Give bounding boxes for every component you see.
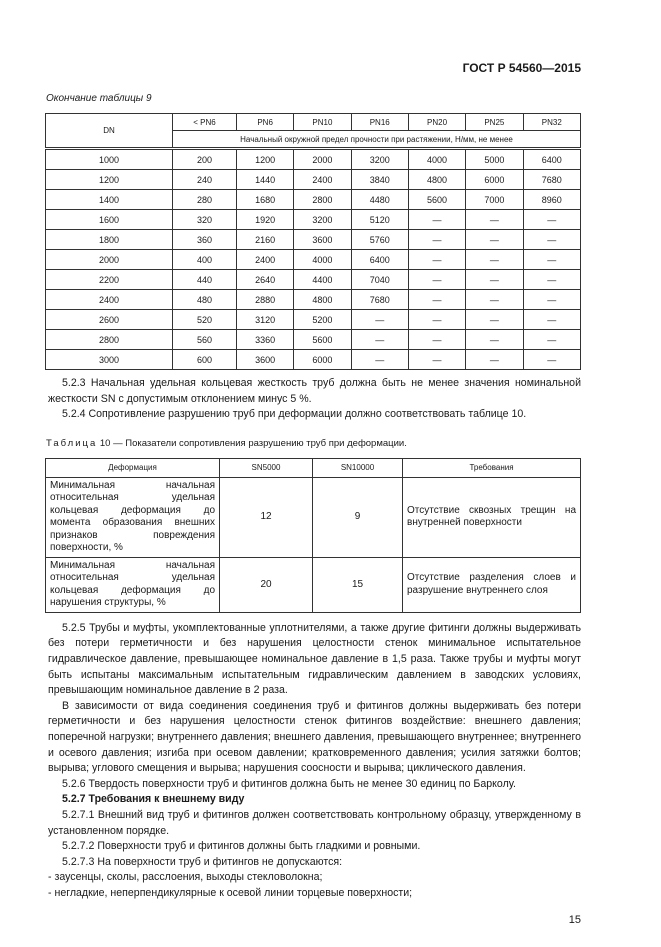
- pn-header: PN20: [408, 114, 465, 131]
- cell: Минимальная начальная относительная удельная кольцевая деформация до момента образования внешних признаков повреждения поверхности, %: [46, 477, 220, 557]
- section-5-2-3-4: [48, 376, 581, 423]
- header-sn5000: SN5000: [220, 458, 313, 477]
- dn-cell: 1400: [46, 190, 173, 210]
- cell: —: [466, 330, 523, 350]
- list-item: - негладкие, неперпендикулярные к осевой линии торцевые поверхности;: [48, 886, 413, 899]
- cell: 240: [173, 170, 237, 190]
- cell: 3200: [351, 149, 408, 170]
- cell: 1440: [236, 170, 293, 190]
- pn-header: PN25: [466, 114, 523, 131]
- paragraph-5-2-7-1: 5.2.7.1 Внешний вид труб и фитингов должен соответствовать контрольному образцу, утвержденному в установленном порядке.: [48, 808, 581, 837]
- pn-header: PN16: [351, 114, 408, 131]
- cell: 6000: [294, 350, 351, 370]
- cell: —: [408, 230, 465, 250]
- dn-cell: 2200: [46, 270, 173, 290]
- cell: 4000: [294, 250, 351, 270]
- table-row: [46, 330, 581, 350]
- cell: 5760: [351, 230, 408, 250]
- paragraph-5-2-5-b: В зависимости от вида соединения соединения труб и фитингов должны выдерживать без потери герметичности и без нарушения целостности стенок фитингов воздействие: внешнего давления; поперечной нагрузки; внутреннего давления; внешнего давления, превышающего внутреннее; внутреннего и осевого давления; изгиба при осевом давлении; кратковременного давления; усилия затяжки болтов; вырыва; углового смещения и вырыва; нарушения соосности и вырыва; циклического давления.: [48, 699, 581, 775]
- cell: 4800: [408, 170, 465, 190]
- dn-cell: 1800: [46, 230, 173, 250]
- cell: —: [408, 210, 465, 230]
- cell: 3200: [294, 210, 351, 230]
- paragraph-5-2-7-2: 5.2.7.2 Поверхности труб и фитингов должны быть гладкими и ровными.: [62, 840, 421, 853]
- cell: 2160: [236, 230, 293, 250]
- paragraph-5-2-3: 5.2.3 Начальная удельная кольцевая жесткость труб должна быть не менее значения номинальной жесткости SN с допустимым отклонением минус 5 %.: [48, 377, 581, 405]
- cell: —: [523, 290, 580, 310]
- cell: 5600: [408, 190, 465, 210]
- header-sn10000: SN10000: [313, 458, 403, 477]
- table-row: [46, 557, 581, 612]
- cell: 4000: [408, 149, 465, 170]
- cell: 520: [173, 310, 237, 330]
- cell: Минимальная начальная относительная удельная кольцевая деформация до нарушения структуры, %: [46, 557, 220, 612]
- cell: —: [523, 230, 580, 250]
- cell: 280: [173, 190, 237, 210]
- cell: —: [466, 230, 523, 250]
- cell: 2640: [236, 270, 293, 290]
- cell: 400: [173, 250, 237, 270]
- dn-header: DN: [46, 114, 173, 149]
- standard-header: ГОСТ Р 54560—2015: [462, 61, 581, 75]
- cell: —: [466, 270, 523, 290]
- cell: 3840: [351, 170, 408, 190]
- paragraph-5-2-7-3: 5.2.7.3 На поверхности труб и фитингов не допускаются:: [62, 855, 343, 868]
- dn-cell: 1200: [46, 170, 173, 190]
- dn-cell: 2800: [46, 330, 173, 350]
- cell: —: [523, 270, 580, 290]
- caption-text: 10 — Показатели сопротивления разрушению труб при деформации.: [99, 437, 407, 449]
- table-row: [46, 477, 581, 557]
- table-row: [46, 250, 581, 270]
- dn-cell: 3000: [46, 350, 173, 370]
- cell: 7680: [523, 170, 580, 190]
- cell: —: [523, 330, 580, 350]
- cell: 7000: [466, 190, 523, 210]
- cell: —: [408, 250, 465, 270]
- cell: 2880: [236, 290, 293, 310]
- cell: 8960: [523, 190, 580, 210]
- table-10: [45, 458, 581, 613]
- table-row: [46, 190, 581, 210]
- cell: —: [351, 310, 408, 330]
- cell: —: [466, 350, 523, 370]
- cell: 6400: [351, 250, 408, 270]
- pn-header: < PN6: [173, 114, 237, 131]
- section-5-2-5-7: [48, 621, 581, 902]
- cell: 3600: [294, 230, 351, 250]
- cell: 4400: [294, 270, 351, 290]
- table-row: [46, 270, 581, 290]
- cell: 3120: [236, 310, 293, 330]
- cell: 2800: [294, 190, 351, 210]
- cell: 2000: [294, 149, 351, 170]
- table-row: [46, 310, 581, 330]
- cell: 5000: [466, 149, 523, 170]
- paragraph-5-2-6: 5.2.6 Твердость поверхности труб и фитингов должна быть не менее 30 единиц по Барколу.: [62, 777, 516, 790]
- cell: 2400: [236, 250, 293, 270]
- dn-cell: 1600: [46, 210, 173, 230]
- cell: —: [351, 330, 408, 350]
- pn-header: PN32: [523, 114, 580, 131]
- table9-subheader: Начальный окружной предел прочности при растяжении, Н/мм, не менее: [173, 131, 581, 149]
- pn-header: PN10: [294, 114, 351, 131]
- table-row: [46, 149, 581, 170]
- cell: 20: [220, 557, 313, 612]
- cell: —: [408, 270, 465, 290]
- list-item: - заусенцы, сколы, расслоения, выходы стекловолокна;: [48, 871, 323, 884]
- cell: —: [523, 210, 580, 230]
- cell: —: [408, 310, 465, 330]
- cell: —: [466, 290, 523, 310]
- cell: 7680: [351, 290, 408, 310]
- cell: —: [466, 310, 523, 330]
- cell: 3360: [236, 330, 293, 350]
- cell: 6000: [466, 170, 523, 190]
- pn-header: PN6: [236, 114, 293, 131]
- cell: 7040: [351, 270, 408, 290]
- table9-caption: Окончание таблицы 9: [46, 93, 152, 104]
- cell: 12: [220, 477, 313, 557]
- table-row: [46, 230, 581, 250]
- cell: —: [523, 310, 580, 330]
- table-row: [46, 170, 581, 190]
- heading-5-2-7: 5.2.7 Требования к внешнему виду: [62, 793, 245, 806]
- cell: —: [466, 250, 523, 270]
- cell: —: [351, 350, 408, 370]
- cell: Отсутствие сквозных трещин на внутренней поверхности: [403, 477, 581, 557]
- paragraph-5-2-4: 5.2.4 Сопротивление разрушению труб при деформации должно соответствовать таблице 10.: [62, 408, 527, 421]
- table-row: [46, 290, 581, 310]
- dn-cell: 2000: [46, 250, 173, 270]
- table10-caption: [46, 437, 581, 450]
- cell: —: [466, 210, 523, 230]
- cell: 5200: [294, 310, 351, 330]
- cell: 600: [173, 350, 237, 370]
- cell: 480: [173, 290, 237, 310]
- cell: 4480: [351, 190, 408, 210]
- cell: —: [408, 330, 465, 350]
- cell: —: [523, 250, 580, 270]
- cell: 1200: [236, 149, 293, 170]
- table-row: [46, 350, 581, 370]
- cell: —: [408, 350, 465, 370]
- cell: 320: [173, 210, 237, 230]
- header-requirements: Требования: [403, 458, 581, 477]
- cell: 4800: [294, 290, 351, 310]
- paragraph-5-2-5: 5.2.5 Трубы и муфты, укомплектованные уплотнителями, а также другие фитинги должны выдерживать без потери герметичности и без нарушения целостности стенок минимальное испытательное гидравлическое давление, превышающее номинальное давление в 1,5 раза. Также трубы и муфты могут быть испытаны максимальным испытательным гидравлическим давлением в заводских условиях, превышающим номинальное давление в 2 раза.: [48, 621, 581, 697]
- cell: 1680: [236, 190, 293, 210]
- caption-word: Таблица: [46, 437, 98, 449]
- cell: 6400: [523, 149, 580, 170]
- cell: 360: [173, 230, 237, 250]
- cell: 440: [173, 270, 237, 290]
- cell: Отсутствие разделения слоев и разрушение внутреннего слоя: [403, 557, 581, 612]
- cell: 5600: [294, 330, 351, 350]
- header-deformation: Деформация: [46, 458, 220, 477]
- cell: 9: [313, 477, 403, 557]
- dn-cell: 1000: [46, 149, 173, 170]
- cell: 560: [173, 330, 237, 350]
- page-number: 15: [568, 914, 581, 927]
- cell: 5120: [351, 210, 408, 230]
- dn-cell: 2400: [46, 290, 173, 310]
- table-row: [46, 210, 581, 230]
- dn-cell: 2600: [46, 310, 173, 330]
- cell: 2400: [294, 170, 351, 190]
- cell: 15: [313, 557, 403, 612]
- table-9: [45, 113, 581, 370]
- cell: 1920: [236, 210, 293, 230]
- cell: 3600: [236, 350, 293, 370]
- cell: —: [408, 290, 465, 310]
- cell: 200: [173, 149, 237, 170]
- cell: —: [523, 350, 580, 370]
